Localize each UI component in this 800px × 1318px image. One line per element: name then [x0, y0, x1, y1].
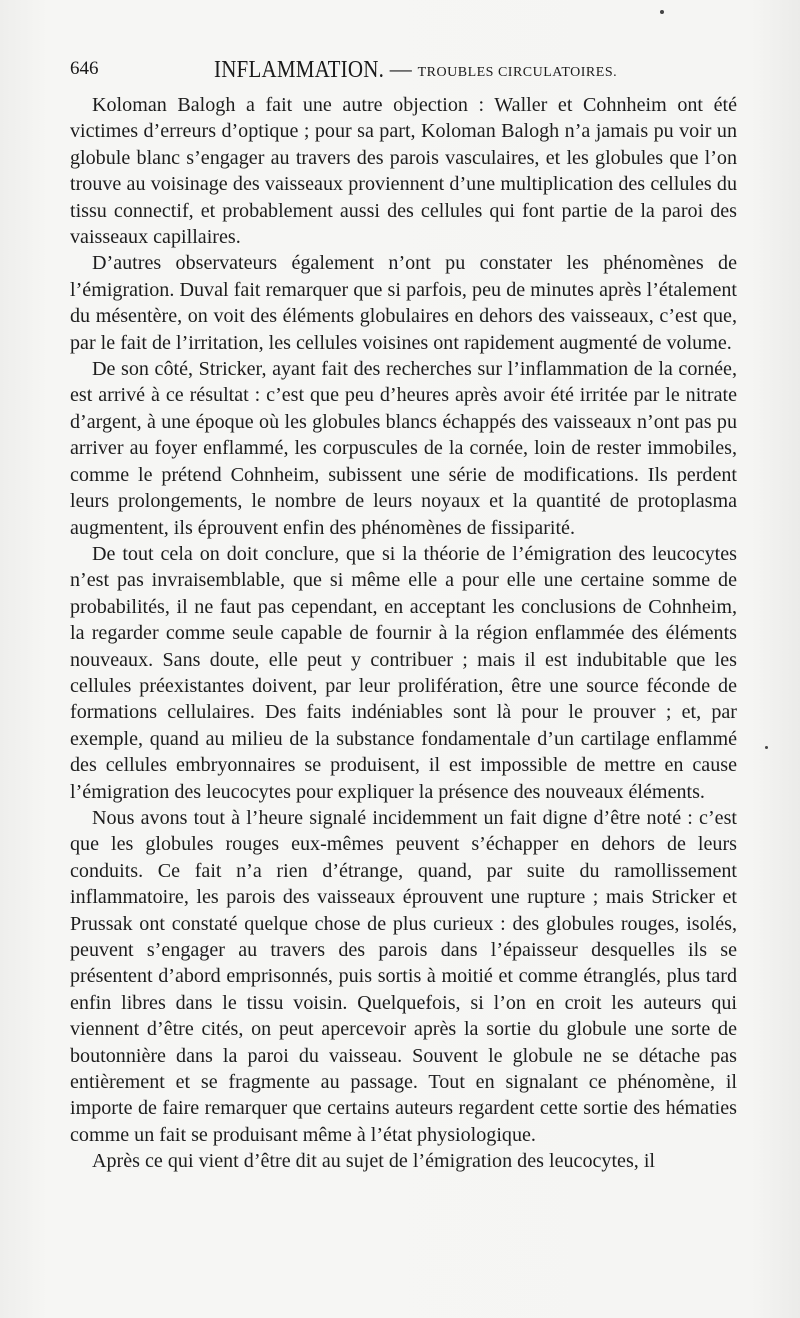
page-number: 646 [70, 58, 99, 79]
running-head-title: INFLAMMATION. [214, 55, 385, 83]
paragraph-duval: D’autres observateurs également n’ont pu constater les phénomènes de l’émigration. Duval fait remarquer que si parfois, peu de minutes après l’étalement du mésentère, on voit des éléments globulaires en dehors des vaisseaux, c’est que, par le fait de l’irritation, les cellules voisines ont rapidement augmenté de volume. [70, 252, 737, 354]
body-text [70, 92, 737, 1175]
running-head [214, 56, 617, 82]
paragraph-balogh: Koloman Balogh a fait une autre objection : Waller et Cohnheim ont été victimes d’erreurs d’optique ; pour sa part, Koloman Balogh n’a jamais pu voir un globule blanc s’engager au travers des parois vasculaires, et les globules que l’on trouve au voisinage des vaisseaux proviennent d’une multiplication des cellules du tissu connectif, et probablement aussi des cellules qui font partie de la paroi des vaisseaux capillaires. [70, 94, 737, 249]
running-head-subtitle: TROUBLES CIRCULATOIRES. [417, 65, 618, 80]
print-speck [660, 10, 664, 14]
print-speck [765, 746, 768, 749]
paragraph-conclusion: De tout cela on doit conclure, que si la théorie de l’émigration des leucocytes n’est pas invraisemblable, que si même elle a pour elle une certaine somme de probabilités, il ne faut pas cependant, en acceptant les conclusions de Cohnheim, la regarder comme seule capable de fournir à la région enflammée des éléments nouveaux. Sans doute, elle peut y contribuer ; mais il est indubitable que les cellules préexistantes doivent, par leur prolifération, être une source féconde de formations cellulaires. Des faits indéniables sont là pour le prouver ; et, par exemple, quand au milieu de la substance fondamentale d’un cartilage enflammé des cellules embryonnaires se produisent, il est impossible de mettre en cause l’émigration des leucocytes pour expliquer la présence des nouveaux éléments. [70, 542, 737, 803]
paragraph-continuation: Après ce qui vient d’être dit au sujet de l’émigration des leucocytes, il [92, 1150, 655, 1173]
running-head-separator: — [389, 56, 412, 81]
paragraph-stricker-cornea: De son côté, Stricker, ayant fait des recherches sur l’inflammation de la cornée, est arrivé à ce résultat : c’est que peu d’heures après avoir été irritée par le nitrate d’argent, à une époque où les globules blancs échappés des vaisseaux n’ont pas pu arriver au foyer enflammé, les corpuscules de la cornée, loin de rester immobiles, comme le prétend Cohnheim, subissent une série de modifications. Ils perdent leurs prolongements, le nombre de leurs noyaux et la quantité de protoplasma augmentent, ils éprouvent enfin des phénomènes de fissiparité. [70, 358, 737, 539]
page-header [70, 56, 740, 84]
paragraph-red-globules: Nous avons tout à l’heure signalé incidemment un fait digne d’être noté : c’est que les globules rouges eux-mêmes peuvent s’échapper en dehors de leurs conduits. Ce fait n’a rien d’étrange, quand, par suite du ramollissement inflammatoire, les parois des vaisseaux éprouvent une rupture ; mais Stricker et Prussak ont constaté quelque chose de plus curieux : des globules rouges, isolés, peuvent s’engager au travers des parois dans l’épaisseur desquelles ils se présentent d’abord emprisonnés, puis sortis à moitié et comme étranglés, plus tard enfin libres dans le tissu voisin. Quelquefois, si l’on en croit les auteurs qui viennent d’être cités, on peut apercevoir après la sortie du globule une sorte de boutonnière dans la paroi du vaisseau. Souvent le globule ne se détache pas entièrement et se fragmente au passage. Tout en signalant ce phénomène, il importe de faire remarquer que certains auteurs regardent cette sortie des hématies comme un fait se produisant même à l’état physiologique. [70, 806, 737, 1146]
